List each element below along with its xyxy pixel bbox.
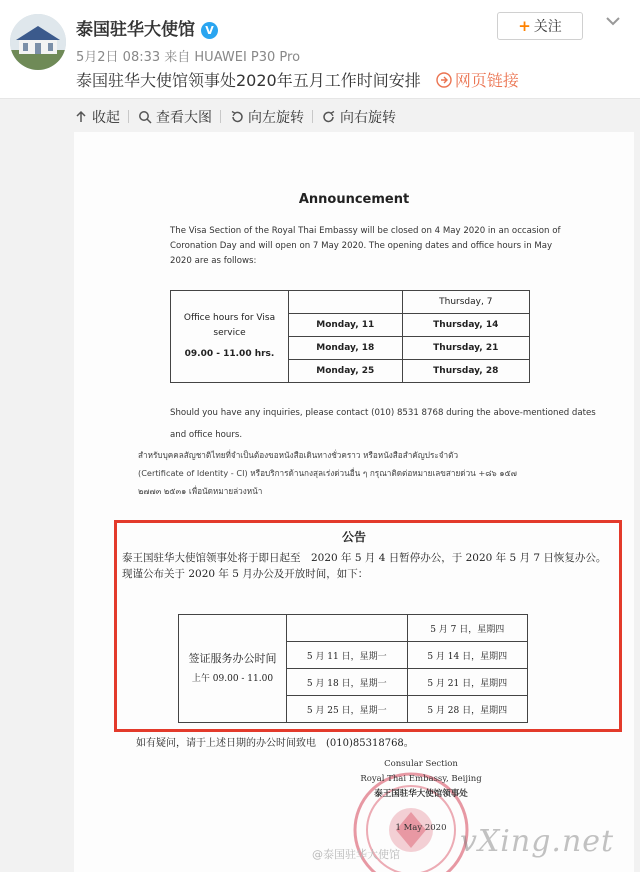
signature-date: 1 May 2020: [395, 823, 447, 833]
table-cell: Thursday, 7: [402, 291, 529, 314]
inquiry-paragraph: Should you have any inquiries, please contact (010) 8531 8768 during the above-mentioned dates and office hours.: [170, 408, 596, 440]
table-row: [171, 291, 530, 314]
follow-button[interactable]: [497, 12, 583, 40]
rotate-right-label: 向右旋转: [340, 110, 396, 126]
toolbar-divider: [128, 110, 129, 123]
rotate-left-button[interactable]: [230, 107, 304, 127]
table-cell: [287, 615, 408, 642]
table-label-cell: [179, 615, 287, 723]
announcement-paragraph: The Visa Section of the Royal Thai Embassy will be closed on 4 May 2020 in an occasion of Coronation Day and will open on 7 May 2020. The opening dates and office hours in May 2020 are as follows:: [170, 226, 561, 266]
post-meta: 5月2日 08:33 来自 HUAWEI P30 Pro: [76, 50, 301, 65]
inquiry-paragraph-cn: 如有疑问，请于上述日期的办公时间致电 (010)85318768。: [136, 738, 414, 749]
verified-icon: V: [201, 22, 218, 39]
office-hours-table-cn: [178, 614, 528, 723]
search-icon: [138, 110, 152, 124]
image-toolbar: [0, 98, 640, 132]
thai-line: (Certificate of Identity - CI) หรือบริการด้านกงสุลเร่งด่วนอื่น ๆ กรุณาติดต่อหมายเลขสายด่วน +๘๖ ๑๕๗: [138, 468, 517, 478]
table-cell: Monday, 18: [289, 337, 403, 360]
table-cell: Thursday, 21: [402, 337, 529, 360]
table-cell: 5 月 28 日，星期四: [407, 696, 528, 723]
view-large-button[interactable]: [138, 107, 212, 127]
table-cell: Thursday, 28: [402, 360, 529, 383]
office-hours-table-en: [170, 290, 530, 383]
follow-label: 关注: [533, 19, 562, 35]
announcement-title: Announcement: [298, 192, 410, 207]
chevron-down-icon[interactable]: [600, 12, 626, 30]
table-cell: 5 月 14 日，星期四: [407, 642, 528, 669]
table-cell: 5 月 11 日，星期一: [287, 642, 408, 669]
embassy-building-icon: [10, 14, 66, 70]
image-viewer: [0, 132, 640, 872]
rotate-right-button[interactable]: [322, 107, 396, 127]
table-cell: [289, 291, 403, 314]
table-cell: 5 月 21 日，星期四: [407, 669, 528, 696]
table-cell: Monday, 11: [289, 314, 403, 337]
collapse-icon: [74, 110, 88, 124]
rotate-left-label: 向左旋转: [248, 110, 304, 126]
table-label-cell: [171, 291, 289, 383]
signature-line: Consular Section: [384, 759, 458, 769]
table-label: 签证服务办公时间: [188, 651, 277, 665]
collapse-label: 收起: [92, 110, 120, 126]
thai-line: สำหรับบุคคลสัญชาติไทยที่จำเป็นต้องขอหนังสือเดินทางชั่วคราว หรือหนังสือสำคัญประจำตัว: [138, 450, 459, 460]
site-watermark: vXing.net: [460, 824, 615, 859]
user-name[interactable]: 泰国驻华大使馆 V: [76, 15, 218, 40]
rotate-left-icon: [230, 110, 244, 124]
toolbar-divider: [312, 110, 313, 123]
source-watermark: @泰国驻华大使馆: [312, 848, 400, 861]
thai-line: ๒๗๗๓ ๒๕๓๑ เพื่อนัดหมายล่วงหน้า: [138, 486, 263, 496]
link-icon: [436, 72, 452, 88]
post-header: [0, 0, 640, 98]
thai-paragraph: [138, 446, 568, 500]
post-text: [76, 68, 519, 91]
signature-line: 泰王国驻华大使馆领事处: [374, 789, 468, 799]
table-hours: 09.00 - 11.00 hrs.: [184, 349, 275, 359]
signature-line: Royal Thai Embassy, Beijing: [360, 774, 482, 784]
collapse-button[interactable]: [74, 107, 120, 127]
rotate-right-icon: [322, 110, 336, 124]
table-label: Office hours for Visa service: [183, 313, 276, 338]
post-text-body: 泰国驻华大使馆领事处2020年五月工作时间安排: [76, 71, 421, 90]
plus-icon: +: [518, 17, 531, 35]
table-cell: 5 月 18 日，星期一: [287, 669, 408, 696]
announcement-image[interactable]: [74, 132, 634, 872]
table-cell: Monday, 25: [289, 360, 403, 383]
view-large-label: 查看大图: [156, 110, 212, 126]
table-cell: 5 月 25 日，星期一: [287, 696, 408, 723]
announcement-title-cn: 公告: [341, 530, 366, 544]
table-cell: Thursday, 14: [402, 314, 529, 337]
web-link[interactable]: 网页链接: [454, 71, 519, 90]
table-row: [179, 615, 528, 642]
table-hours: 上午 09.00 - 11.00: [191, 673, 274, 684]
avatar[interactable]: [10, 14, 66, 70]
table-cell: 5 月 7 日，星期四: [407, 615, 528, 642]
toolbar-divider: [220, 110, 221, 123]
announcement-paragraph-cn: 泰王国驻华大使馆领事处将于即日起至 2020 年 5 月 4 日暂停办公，于 2020 年 5 月 7 日恢复办公。现谨公布关于 2020 年 5 月办公及开放时间，如下：: [122, 552, 607, 580]
